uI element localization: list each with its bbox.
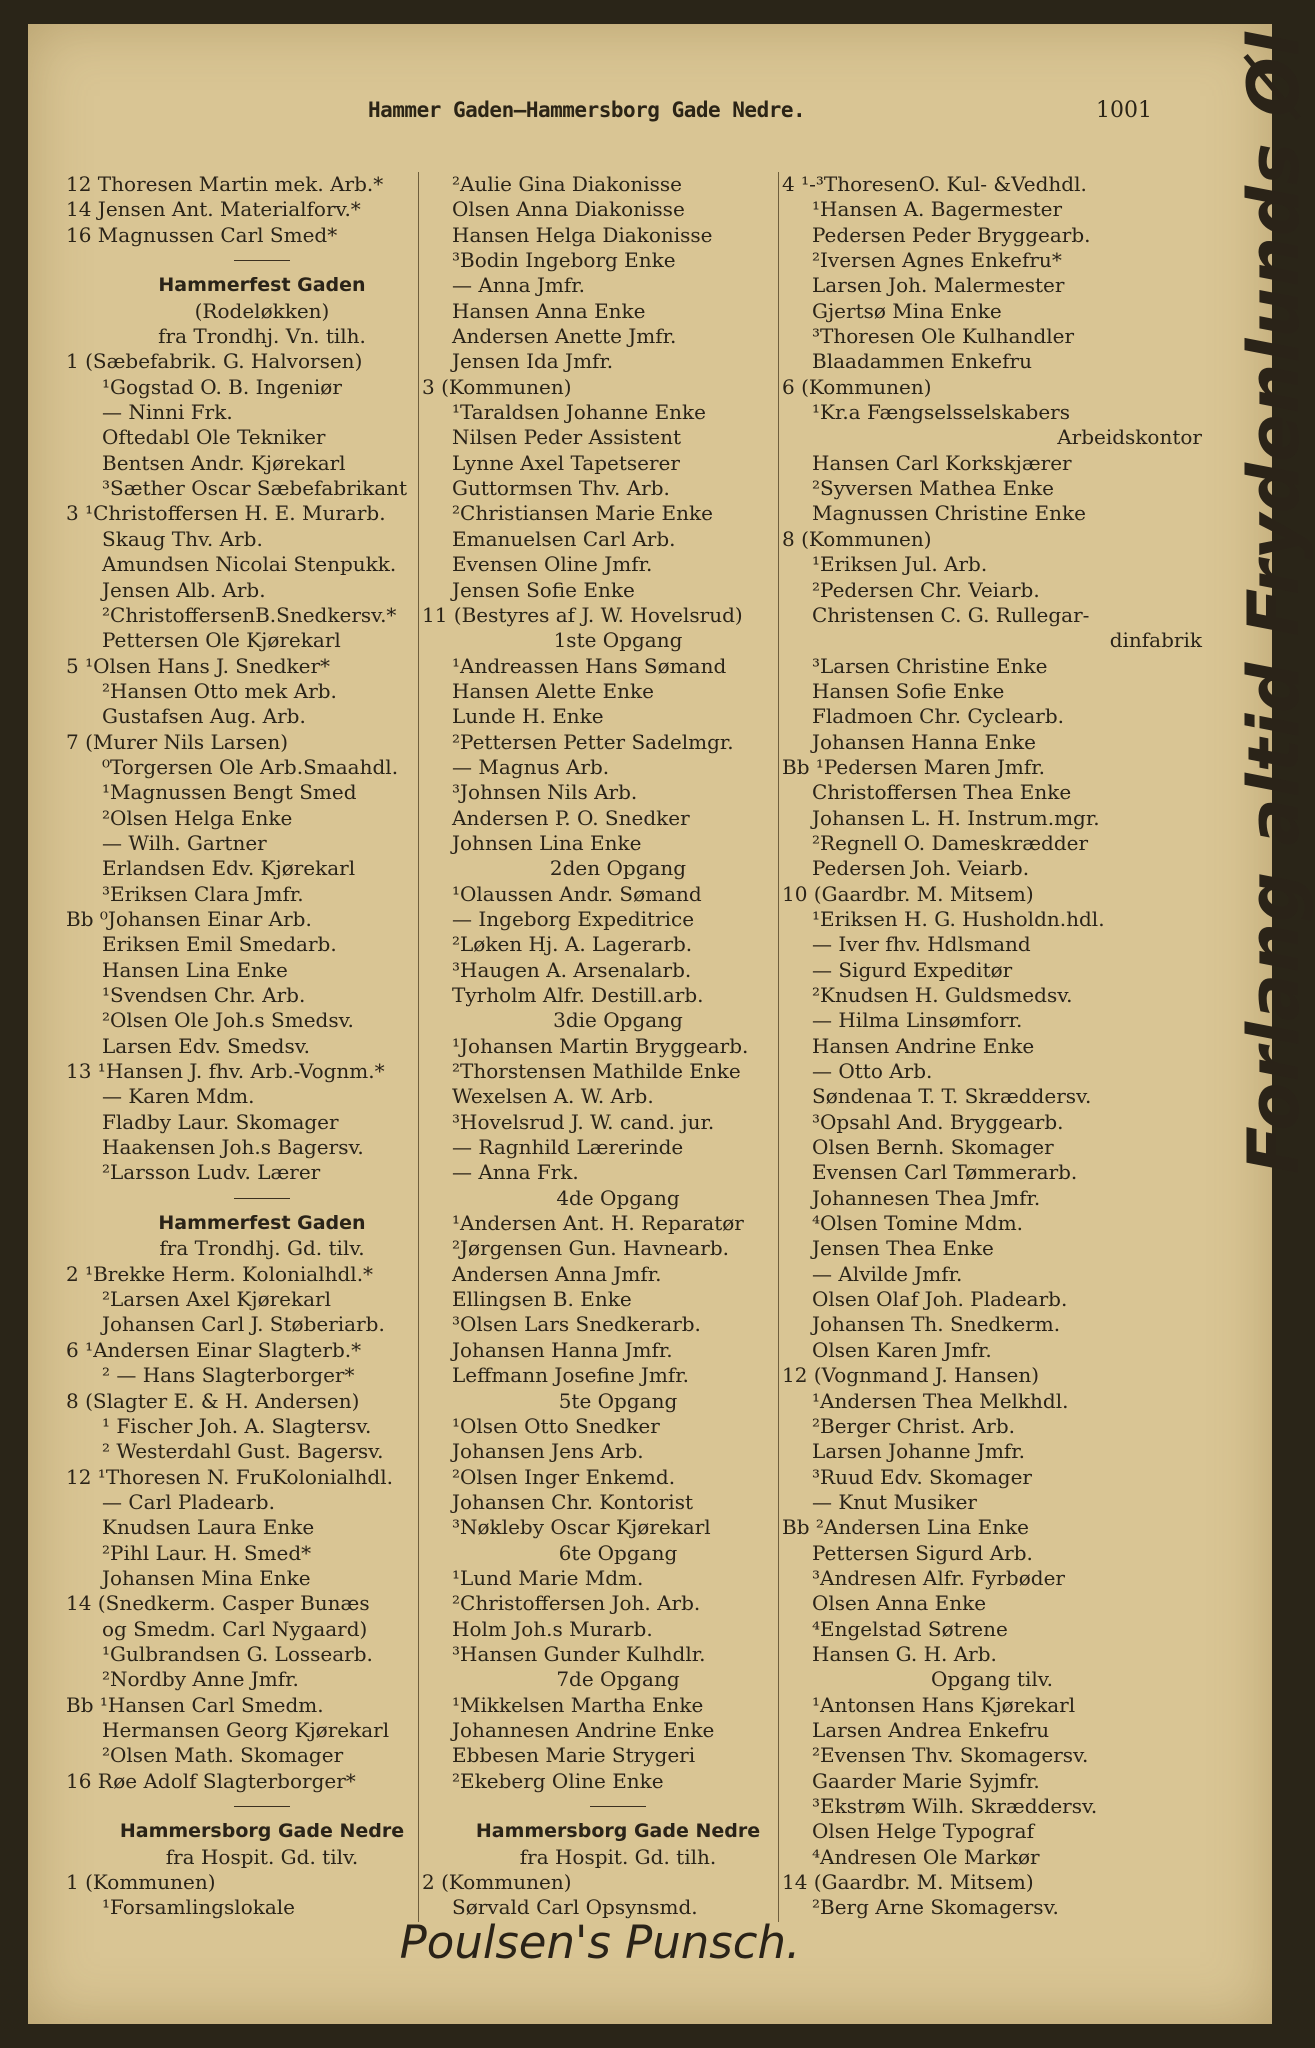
directory-entry: Lunde H. Enke <box>452 704 604 729</box>
directory-entry: — Alvilde Jmfr. <box>812 1261 963 1286</box>
directory-entry: — Wilh. Gartner <box>102 830 267 855</box>
directory-entry: — Sigurd Expeditør <box>812 957 1013 982</box>
directory-entry: Jensen Sofie Enke <box>452 577 635 602</box>
directory-entry: ²Olsen Math. Skomager <box>102 1743 344 1768</box>
directory-entry: 6 ¹Andersen Einar Slagterb.* <box>66 1337 362 1362</box>
directory-entry: ¹Andreassen Hans Sømand <box>452 653 727 678</box>
section-separator <box>66 1186 458 1211</box>
directory-entry: 4 ¹-³ThoresenO. Kul- &Vedhdl. <box>782 172 1087 196</box>
directory-entry: 4de Opgang <box>556 1185 680 1210</box>
directory-column-1 <box>66 172 458 1921</box>
directory-entry: — Ninni Frk. <box>102 400 233 425</box>
directory-entry: 7de Opgang <box>556 1667 680 1692</box>
directory-entry: ²Pihl Laur. H. Smed* <box>102 1540 312 1565</box>
directory-entry: ³Ekstrøm Wilh. Skræddersv. <box>812 1794 1098 1818</box>
directory-column-2 <box>422 172 814 1921</box>
page-title: Hammer Gaden—Hammersborg Gade Nedre. <box>368 98 806 122</box>
directory-entry: — Hilma Linsømforr. <box>812 1008 1023 1033</box>
directory-entry: Hansen Lina Enke <box>102 957 288 982</box>
directory-entry: Jensen Alb. Arb. <box>102 577 266 602</box>
directory-entry: ¹Olaussen Andr. Sømand <box>452 881 702 906</box>
street-heading: Hammerfest Gaden <box>158 274 366 297</box>
directory-entry: ¹Magnussen Bengt Smed <box>102 780 357 805</box>
directory-entry: dinfabrik <box>1109 628 1202 653</box>
directory-entry: ⁰Torgersen Ole Arb.Smaahdl. <box>102 754 399 779</box>
directory-page <box>28 24 1315 2024</box>
directory-entry: Olsen Anna Enke <box>812 1591 987 1616</box>
directory-entry: ¹ Fischer Joh. A. Slagtersv. <box>102 1413 372 1438</box>
directory-entry: ¹Hansen A. Bagermester <box>812 197 1063 222</box>
directory-entry: 5te Opgang <box>558 1388 678 1413</box>
directory-entry: ²Hansen Otto mek Arb. <box>102 678 337 703</box>
directory-entry: ²Syversen Mathea Enke <box>812 476 1054 501</box>
directory-entry: 7 (Murer Nils Larsen) <box>66 729 289 754</box>
directory-entry: ³Thoresen Ole Kulhandler <box>812 324 1075 349</box>
directory-entry: ²Larsen Axel Kjørekarl <box>102 1287 332 1312</box>
directory-entry: Jensen Ida Jmfr. <box>452 349 614 374</box>
directory-entry: Larsen Joh. Malermester <box>812 273 1065 298</box>
directory-entry: ³Johnsen Nils Arb. <box>452 780 638 805</box>
directory-entry: ³Larsen Christine Enke <box>812 653 1048 678</box>
directory-entry: 12 (Vognmand J. Hansen) <box>782 1363 1040 1388</box>
bottom-advertisement: Poulsen's Punsch. <box>399 1916 801 1969</box>
directory-entry: 12 Thoresen Martin mek. Arb.* <box>66 172 384 196</box>
directory-entry: ⁴Engelstad Søtrene <box>812 1616 1008 1641</box>
directory-entry: 16 Røe Adolf Slagterborger* <box>66 1768 356 1793</box>
section-separator <box>422 1794 814 1819</box>
directory-entry: Opgang tilv. <box>930 1667 1054 1692</box>
section-separator <box>66 1794 458 1819</box>
directory-entry: ²Olsen Ole Joh.s Smedsv. <box>102 1008 354 1033</box>
directory-entry: 2 (Kommunen) <box>422 1870 572 1895</box>
directory-entry: ³Ruud Edv. Skomager <box>812 1464 1032 1489</box>
directory-entry: ³Haugen A. Arsenalarb. <box>452 957 692 982</box>
directory-entry: Johnsen Lina Enke <box>452 830 642 855</box>
street-heading: Hammerfest Gaden <box>158 1212 366 1235</box>
directory-entry: Eriksen Emil Smedarb. <box>102 932 337 957</box>
directory-entry: Pedersen Joh. Veiarb. <box>812 856 1030 881</box>
directory-entry: ⁴Olsen Tomine Mdm. <box>812 1211 1024 1236</box>
directory-entry: Hansen Helga Diakonisse <box>452 222 713 247</box>
directory-entry: ¹Forsamlingslokale <box>102 1895 296 1920</box>
directory-entry: 8 (Kommunen) <box>782 526 932 551</box>
directory-entry: Søndenaa T. T. Skræddersv. <box>812 1084 1092 1109</box>
directory-entry: 1 (Sæbefabrik. G. Halvorsen) <box>66 349 363 374</box>
directory-entry: — Ingeborg Expeditrice <box>452 906 695 931</box>
directory-entry: Arbeidskontor <box>1057 425 1202 450</box>
directory-entry: ²Olsen Helga Enke <box>102 805 293 830</box>
directory-entry: ³Andresen Alfr. Fyrbøder <box>812 1565 1065 1590</box>
directory-entry: Hansen Andrine Enke <box>812 1033 1035 1058</box>
directory-entry: Magnussen Christine Enke <box>812 501 1086 526</box>
directory-entry: Haakensen Joh.s Bagersv. <box>102 1135 364 1160</box>
directory-entry: ¹Andersen Ant. H. Reparatør <box>452 1211 744 1236</box>
directory-entry: ¹Svendsen Chr. Arb. <box>102 983 306 1007</box>
directory-entry: Nilsen Peder Assistent <box>452 425 682 450</box>
directory-entry: Christensen C. G. Rullegar- <box>812 602 1090 627</box>
directory-entry: ²Knudsen H. Guldsmedsv. <box>812 983 1073 1007</box>
directory-entry: ¹Mikkelsen Martha Enke <box>452 1692 704 1717</box>
directory-entry: — Karen Mdm. <box>102 1084 255 1109</box>
directory-entry: ¹Andersen Thea Melkhdl. <box>812 1388 1069 1413</box>
directory-entry: Guttormsen Thv. Arb. <box>452 476 670 501</box>
directory-entry: ¹Gulbrandsen G. Lossearb. <box>102 1641 373 1666</box>
directory-entry: ²Nordby Anne Jmfr. <box>102 1667 299 1692</box>
directory-entry: 12 ¹Thoresen N. FruKolonialhdl. <box>66 1464 393 1489</box>
directory-entry: Andersen P. O. Snedker <box>452 805 690 830</box>
directory-entry: ²Pettersen Petter Sadelmgr. <box>452 729 734 754</box>
directory-entry: ³Olsen Lars Snedkerarb. <box>452 1312 701 1337</box>
directory-entry: Larsen Johanne Jmfr. <box>812 1439 1026 1464</box>
directory-entry: ² Westerdahl Gust. Bagersv. <box>102 1439 384 1464</box>
directory-entry: ²Evensen Thv. Skomagersv. <box>812 1743 1089 1768</box>
directory-entry: Pettersen Ole Kjørekarl <box>102 628 341 653</box>
directory-entry: Johansen Hanna Enke <box>812 729 1036 754</box>
directory-entry: ²Aulie Gina Diakonisse <box>452 172 683 196</box>
directory-entry: 3 ¹Christoffersen H. E. Murarb. <box>66 501 386 526</box>
directory-entry: Christoffersen Thea Enke <box>812 780 1072 805</box>
directory-entry: Johansen Mina Enke <box>102 1565 311 1590</box>
directory-entry: ¹Eriksen H. G. Husholdn.hdl. <box>812 906 1105 931</box>
directory-entry: Gustafsen Aug. Arb. <box>102 704 306 729</box>
directory-entry: fra Trondhj. Vn. tilh. <box>158 324 366 349</box>
directory-entry: 11 (Bestyres af J. W. Hovelsrud) <box>422 602 743 627</box>
directory-entry: ¹Olsen Otto Snedker <box>452 1413 660 1438</box>
directory-entry: ²Berger Christ. Arb. <box>812 1413 1015 1438</box>
directory-entry: Johansen Carl J. Støberiarb. <box>102 1312 385 1337</box>
directory-entry: — Otto Arb. <box>812 1059 933 1084</box>
directory-entry: Bentsen Andr. Kjørekarl <box>102 450 346 475</box>
directory-entry: Amundsen Nicolai Stenpukk. <box>102 552 397 577</box>
directory-entry: — Knut Musiker <box>812 1489 977 1514</box>
directory-entry: Olsen Bernh. Skomager <box>812 1135 1054 1160</box>
directory-entry: ³Sæther Oscar Sæbefabrikant <box>102 476 408 501</box>
directory-entry: Fladmoen Chr. Cyclearb. <box>812 704 1065 729</box>
directory-entry: Wexelsen A. W. Arb. <box>452 1084 654 1109</box>
directory-entry: Johannesen Andrine Enke <box>452 1717 715 1742</box>
directory-entry: ¹Eriksen Jul. Arb. <box>812 552 988 577</box>
directory-entry: Andersen Anette Jmfr. <box>452 324 677 349</box>
directory-entry: ³Nøkleby Oscar Kjørekarl <box>452 1515 711 1540</box>
directory-entry: Lynne Axel Tapetserer <box>452 450 680 475</box>
directory-entry: Hansen G. H. Arb. <box>812 1641 997 1666</box>
directory-entry: ²Pedersen Chr. Veiarb. <box>812 577 1040 602</box>
directory-entry: Evensen Carl Tømmerarb. <box>812 1160 1078 1185</box>
directory-entry: 2 ¹Brekke Herm. Kolonialhdl.* <box>66 1261 374 1286</box>
directory-entry: ²Thorstensen Mathilde Enke <box>452 1059 741 1084</box>
directory-entry: 8 (Slagter E. & H. Andersen) <box>66 1388 360 1413</box>
directory-entry: Hermansen Georg Kjørekarl <box>102 1717 390 1742</box>
directory-entry: Olsen Olaf Joh. Pladearb. <box>812 1287 1068 1312</box>
directory-entry: ⁴Andresen Ole Markør <box>812 1844 1040 1869</box>
directory-entry: 6 (Kommunen) <box>782 374 932 399</box>
directory-entry: Sørvald Carl Opsynsmd. <box>452 1895 698 1920</box>
directory-entry: Larsen Andrea Enkefru <box>812 1717 1050 1742</box>
directory-entry: Holm Joh.s Murarb. <box>452 1616 653 1641</box>
directory-entry: 3die Opgang <box>553 1008 683 1033</box>
directory-entry: 14 Jensen Ant. Materialforv.* <box>66 197 361 222</box>
directory-entry: — Iver fhv. Hdlsmand <box>812 932 1031 957</box>
directory-entry: Skaug Thv. Arb. <box>102 526 263 551</box>
directory-entry: Olsen Helge Typograf <box>812 1819 1034 1844</box>
directory-entry: — Anna Frk. <box>452 1160 579 1185</box>
directory-entry: Johansen Hanna Jmfr. <box>452 1337 673 1362</box>
directory-entry: ¹Kr.a Fængselsselskabers <box>812 400 1070 425</box>
directory-entry: ³Opsahl And. Bryggearb. <box>812 1109 1064 1134</box>
directory-entry: Pedersen Peder Bryggearb. <box>812 222 1091 247</box>
directory-entry: 5 ¹Olsen Hans J. Snedker* <box>66 653 331 678</box>
directory-entry: Bb ¹Hansen Carl Smedm. <box>66 1692 324 1717</box>
directory-entry: Olsen Karen Jmfr. <box>812 1337 992 1362</box>
directory-entry: fra Trondhj. Gd. tilv. <box>159 1236 365 1261</box>
directory-entry: ²Jørgensen Gun. Havnearb. <box>452 1236 729 1261</box>
directory-entry: Johansen Th. Snedkerm. <box>812 1312 1061 1337</box>
directory-entry: Hansen Anna Enke <box>452 298 646 323</box>
directory-entry: Blaadammen Enkefru <box>812 349 1032 374</box>
directory-entry: Jensen Thea Enke <box>812 1236 994 1261</box>
directory-entry: 14 (Snedkerm. Casper Bunæs <box>66 1591 370 1616</box>
directory-entry: Leffmann Josefine Jmfr. <box>452 1363 690 1388</box>
directory-entry: ¹Johansen Martin Bryggearb. <box>452 1033 749 1058</box>
directory-entry: Ebbesen Marie Strygeri <box>452 1743 696 1768</box>
directory-entry: Olsen Anna Diakonisse <box>452 197 685 222</box>
directory-entry: 2den Opgang <box>549 856 687 881</box>
directory-entry: Larsen Edv. Smedsv. <box>102 1033 310 1058</box>
directory-entry: ²Larsson Ludv. Lærer <box>102 1160 321 1185</box>
directory-entry: Oftedabl Ole Tekniker <box>102 425 326 450</box>
directory-entry: 10 (Gaardbr. M. Mitsem) <box>782 881 1034 906</box>
directory-entry: ³Hovelsrud J. W. cand. jur. <box>452 1109 715 1134</box>
directory-entry: Tyrholm Alfr. Destill.arb. <box>452 983 704 1007</box>
page-number: 1001 <box>1096 98 1152 123</box>
directory-entry: ¹Lund Marie Mdm. <box>452 1565 644 1590</box>
directory-entry: Evensen Oline Jmfr. <box>452 552 653 577</box>
directory-column-3 <box>782 172 1202 1921</box>
directory-entry: 14 (Gaardbr. M. Mitsem) <box>782 1870 1034 1895</box>
directory-entry: — Magnus Arb. <box>452 754 610 779</box>
section-separator <box>66 248 458 273</box>
directory-entry: Gaarder Marie Syjmfr. <box>812 1768 1040 1793</box>
directory-entry: 1ste Opgang <box>553 628 683 653</box>
directory-entry: Erlandsen Edv. Kjørekarl <box>102 856 356 881</box>
directory-entry: Bb ¹Pedersen Maren Jmfr. <box>782 754 1045 779</box>
directory-entry: og Smedm. Carl Nygaard) <box>102 1616 368 1641</box>
directory-entry: fra Hospit. Gd. tilv. <box>165 1844 359 1869</box>
directory-entry: Ellingsen B. Enke <box>452 1287 632 1312</box>
directory-entry: ²Ekeberg Oline Enke <box>452 1768 664 1793</box>
street-heading: Hammersborg Gade Nedre <box>119 1820 405 1843</box>
directory-entry: Andersen Anna Jmfr. <box>452 1261 662 1286</box>
directory-entry: ²Berg Arne Skomagersv. <box>812 1895 1059 1920</box>
street-heading: Hammersborg Gade Nedre <box>475 1820 761 1843</box>
directory-entry: Johannesen Thea Jmfr. <box>812 1185 1041 1210</box>
directory-entry: (Rodeløkken) <box>194 298 330 323</box>
directory-entry: 3 (Kommunen) <box>422 374 572 399</box>
directory-entry: 1 (Kommunen) <box>66 1870 216 1895</box>
directory-entry: Pettersen Sigurd Arb. <box>812 1540 1033 1565</box>
directory-entry: — Ragnhild Lærerinde <box>452 1135 684 1160</box>
directory-entry: ¹Gogstad O. B. Ingeniør <box>102 374 342 399</box>
directory-entry: ²Regnell O. Dameskrædder <box>812 830 1089 855</box>
directory-entry: Hansen Carl Korkskjærer <box>812 450 1072 475</box>
directory-entry: ²Christiansen Marie Enke <box>452 501 713 526</box>
directory-entry: ¹Taraldsen Johanne Enke <box>452 400 707 425</box>
directory-entry: — Anna Jmfr. <box>452 273 585 298</box>
directory-entry: Bb ²Andersen Lina Enke <box>782 1515 1030 1540</box>
directory-entry: Emanuelsen Carl Arb. <box>452 526 676 551</box>
directory-entry: ²Løken Hj. A. Lagerarb. <box>452 932 693 957</box>
directory-entry: 13 ¹Hansen J. fhv. Arb.-Vognm.* <box>66 1059 385 1084</box>
directory-entry: ¹Antonsen Hans Kjørekarl <box>812 1692 1076 1717</box>
directory-entry: ²Christoffersen Joh. Arb. <box>452 1591 701 1616</box>
directory-entry: fra Hospit. Gd. tilh. <box>519 1844 717 1869</box>
directory-entry: Johansen Chr. Kontorist <box>452 1489 694 1514</box>
directory-entry: ²Olsen Inger Enkemd. <box>452 1464 676 1489</box>
directory-entry: 16 Magnussen Carl Smed* <box>66 222 338 247</box>
directory-entry: ³Bodin Ingeborg Enke <box>452 248 676 273</box>
page-header <box>28 98 1272 138</box>
directory-entry: ³Hansen Gunder Kulhdlr. <box>452 1641 706 1666</box>
directory-entry: ² — Hans Slagterborger* <box>102 1363 355 1388</box>
directory-entry: ²Iversen Agnes Enkefru* <box>812 248 1062 273</box>
directory-entry: ³Eriksen Clara Jmfr. <box>102 881 304 906</box>
directory-entry: — Carl Pladearb. <box>102 1489 275 1514</box>
directory-entry: Hansen Sofie Enke <box>812 678 1005 703</box>
directory-entry: Fladby Laur. Skomager <box>102 1109 339 1134</box>
directory-entry: 6te Opgang <box>558 1540 678 1565</box>
directory-entry: Gjertsø Mina Enke <box>812 298 1002 323</box>
directory-entry: Johansen L. H. Instrum.mgr. <box>812 805 1100 830</box>
vertical-advertisement: Forlang altid Frydenlunds Øl <box>1233 31 1315 1174</box>
directory-entry: ²ChristoffersenB.Snedkersv.* <box>102 602 397 627</box>
directory-entry: Knudsen Laura Enke <box>102 1515 315 1540</box>
directory-entry: Johansen Jens Arb. <box>452 1439 644 1464</box>
directory-entry: Bb ⁰Johansen Einar Arb. <box>66 906 312 931</box>
directory-entry: Hansen Alette Enke <box>452 678 654 703</box>
